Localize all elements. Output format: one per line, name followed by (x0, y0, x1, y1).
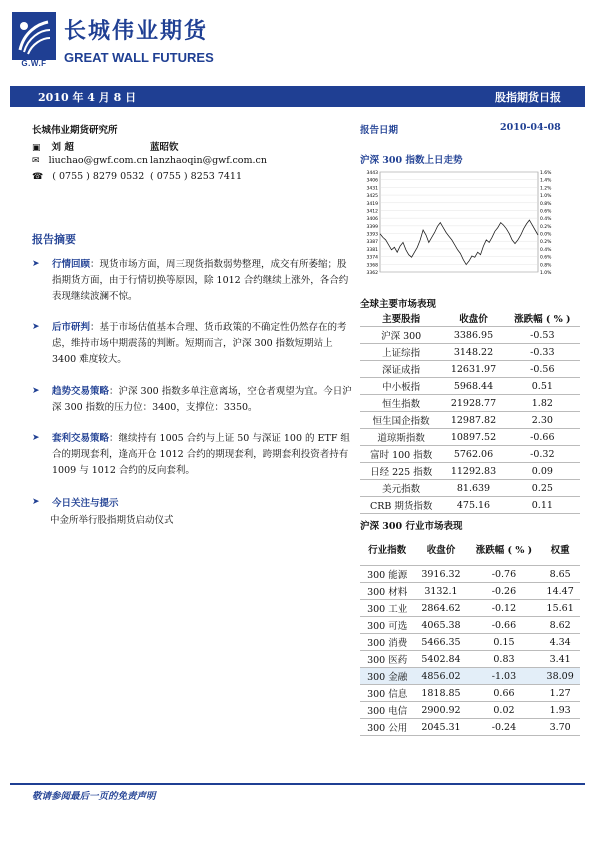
table-cell: CRB 期货指数 (360, 497, 442, 514)
table-cell: -0.24 (468, 719, 541, 736)
chart-y-right-tick-label: 1.6% (540, 171, 552, 176)
table-cell: 深证成指 (360, 361, 442, 378)
item-body: ：现货市场方面，周三现货指数弱势整理，成交有所萎缩；股指期货方面，由于行情切换等原因，除 1012 合约继续上涨外，各合约表现继续波澜不惊。 (52, 259, 349, 302)
table-cell: 38.09 (540, 668, 580, 685)
chart-title: 沪深 300 指数上日走势 (360, 155, 463, 166)
item-head: 趋势交易策略 (52, 386, 110, 397)
table-row (360, 583, 580, 600)
table-cell: 0.09 (505, 463, 580, 480)
chart-y-right-tick-label: 0.8% (540, 201, 552, 207)
table-cell: 3148.22 (442, 344, 504, 361)
table-cell: 300 金融 (360, 668, 414, 685)
item-head: 后市研判 (52, 322, 91, 333)
table-header-row (360, 533, 580, 566)
table-cell: 300 可选 (360, 617, 414, 634)
institute-name: 长城伟业期货研究所 (32, 125, 118, 136)
table-row (360, 651, 580, 668)
chart-y-tick-label: 3425 (366, 194, 378, 200)
table-row (360, 378, 580, 395)
table-cell: -0.66 (468, 617, 541, 634)
table-cell: 2900.92 (414, 702, 467, 719)
table-cell: 1.82 (505, 395, 580, 412)
focus-title: 今日关注与提示 (52, 498, 119, 509)
user-icon: ▣ (32, 143, 41, 153)
table-cell: 300 信息 (360, 685, 414, 702)
table-cell: 8.62 (540, 617, 580, 634)
chart-y-tick-label: 3393 (366, 232, 378, 238)
table-cell: 4856.02 (414, 668, 467, 685)
chart-y-tick-label: 3362 (366, 271, 378, 276)
chart-y-right-tick-label: 0.6% (540, 209, 552, 215)
phone-1: ( 0755 ) 8279 0532 (52, 171, 145, 182)
table-cell: 0.83 (468, 651, 541, 668)
table-row (360, 395, 580, 412)
chart-y-right-tick-label: 1.4% (540, 178, 552, 184)
chart-plot-area (380, 172, 538, 272)
table-cell: 3386.95 (442, 327, 504, 344)
csi300-intraday-chart (360, 168, 560, 280)
table-cell: 恒生指数 (360, 395, 442, 412)
table-row (360, 344, 580, 361)
phone-icon: ☎ (32, 172, 44, 182)
disclaimer-note: 敬请参阅最后一页的免责声明 (32, 791, 156, 802)
chart-y-tick-label: 3406 (366, 217, 378, 223)
table-cell: -0.56 (505, 361, 580, 378)
report-date-heading: 2010 年 4 月 8 日 (38, 91, 137, 104)
table-cell: 4065.38 (414, 617, 467, 634)
table-row (360, 327, 580, 344)
chart-y-right-tick-label: 1.0% (540, 194, 552, 200)
table-cell: -0.66 (505, 429, 580, 446)
industry-table (360, 533, 580, 736)
table-row (360, 497, 580, 514)
table-row (360, 600, 580, 617)
report-date-label: 报告日期 (360, 125, 399, 136)
table-cell: -0.53 (505, 327, 580, 344)
table-cell: 0.11 (505, 497, 580, 514)
table-cell: 1.27 (540, 685, 580, 702)
chart-y-right-tick-label: 0.2% (540, 224, 552, 230)
table-cell: 8.65 (540, 566, 580, 583)
table-cell: 5466.35 (414, 634, 467, 651)
chart-y-tick-label: 3412 (366, 209, 378, 215)
table-header-row (360, 310, 580, 327)
col-header-change: 涨跌幅 ( % ) (505, 310, 580, 327)
focus-text: 中金所举行股指期货启动仪式 (50, 515, 174, 526)
table-cell: 12987.82 (442, 412, 504, 429)
table-cell: -1.03 (468, 668, 541, 685)
company-name-en: GREAT WALL FUTURES (64, 50, 214, 65)
table-row (360, 446, 580, 463)
table-cell: 5762.06 (442, 446, 504, 463)
table-cell: 12631.97 (442, 361, 504, 378)
chart-y-right-axis (540, 170, 552, 276)
company-logo (12, 12, 56, 60)
arrow-bullet-icon: ➤ (32, 322, 40, 332)
table-row (360, 685, 580, 702)
table-cell: 上证综指 (360, 344, 442, 361)
analyst-2: 蓝昭钦 (150, 142, 179, 153)
table-cell: 475.16 (442, 497, 504, 514)
table-cell: 0.51 (505, 378, 580, 395)
email-row (32, 155, 148, 166)
table-cell: 5402.84 (414, 651, 467, 668)
chart-y-right-tick-label: 0.4% (540, 247, 552, 253)
item-body: ：沪深 300 指数多单注意离场，空仓者观望为宜。今日沪深 300 指数的压力位：3400，支撑位：3350。 (52, 386, 352, 413)
col-header-weight: 权重 (540, 533, 580, 566)
table-cell: 300 能源 (360, 566, 414, 583)
table-cell: 10897.52 (442, 429, 504, 446)
chart-y-right-tick-label: 1.2% (540, 186, 552, 192)
table-cell: -0.76 (468, 566, 541, 583)
table-cell: 2864.62 (414, 600, 467, 617)
table-cell: 富时 100 指数 (360, 446, 442, 463)
col-header-change: 涨跌幅 ( % ) (468, 533, 541, 566)
col-header-industry: 行业指数 (360, 533, 414, 566)
table-cell: 0.02 (468, 702, 541, 719)
email-2[interactable]: lanzhaoqin@gwf.com.cn (150, 155, 267, 166)
table-cell: 300 电信 (360, 702, 414, 719)
table-row (360, 668, 580, 685)
arrow-bullet-icon: ➤ (32, 497, 40, 507)
table-cell: 21928.77 (442, 395, 504, 412)
logo-emblem-icon (12, 12, 56, 60)
table-row (360, 634, 580, 651)
logo-abbreviation: G.W.F (21, 59, 47, 68)
table-row (360, 566, 580, 583)
table-row (360, 429, 580, 446)
chart-y-left-axis (367, 170, 379, 276)
chart-y-tick-label: 3387 (366, 240, 378, 246)
chart-y-tick-label: 3368 (366, 263, 378, 269)
report-type: 股指期货日报 (495, 91, 561, 104)
table-row (360, 480, 580, 497)
email-1[interactable]: liuchao@gwf.com.cn (48, 155, 149, 166)
table-cell: 2045.31 (414, 719, 467, 736)
table-cell: 美元指数 (360, 480, 442, 497)
chart-y-tick-label: 3374 (366, 255, 378, 261)
arrow-bullet-icon: ➤ (32, 433, 40, 443)
table-cell: 1818.85 (414, 685, 467, 702)
table-cell: 300 消费 (360, 634, 414, 651)
analyst-row (32, 139, 74, 153)
table-cell: 1.93 (540, 702, 580, 719)
table-cell: -0.26 (468, 583, 541, 600)
table-cell: 15.61 (540, 600, 580, 617)
chart-y-right-tick-label: 0.0% (540, 232, 552, 238)
industry-title: 沪深 300 行业市场表现 (360, 521, 463, 532)
table-cell: 5968.44 (442, 378, 504, 395)
table-cell: 中小板指 (360, 378, 442, 395)
table-cell: 300 工业 (360, 600, 414, 617)
chart-y-right-tick-label: 0.6% (540, 255, 552, 261)
col-header-index: 主要股指 (360, 310, 442, 327)
table-cell: 3.70 (540, 719, 580, 736)
summary-title: 报告摘要 (32, 233, 76, 246)
chart-y-tick-label: 3406 (366, 178, 378, 184)
chart-y-tick-label: 3399 (366, 224, 378, 230)
table-cell: 2.30 (505, 412, 580, 429)
arrow-bullet-icon: ➤ (32, 259, 40, 269)
table-row (360, 702, 580, 719)
table-cell: 11292.83 (442, 463, 504, 480)
table-cell: 14.47 (540, 583, 580, 600)
table-row (360, 412, 580, 429)
arrow-bullet-icon: ➤ (32, 386, 40, 396)
table-cell: 道琼斯指数 (360, 429, 442, 446)
table-cell: -0.32 (505, 446, 580, 463)
table-row (360, 617, 580, 634)
table-cell: 0.25 (505, 480, 580, 497)
table-cell: -0.12 (468, 600, 541, 617)
item-head: 套利交易策略 (52, 433, 110, 444)
chart-y-right-tick-label: 0.2% (540, 240, 552, 246)
table-cell: -0.33 (505, 344, 580, 361)
chart-y-tick-label: 3431 (366, 186, 378, 192)
chart-y-right-tick-label: 1.0% (540, 271, 552, 276)
global-markets-title: 全球主要市场表现 (360, 299, 437, 310)
chart-y-tick-label: 3443 (366, 171, 378, 176)
chart-y-right-tick-label: 0.8% (540, 263, 552, 269)
table-cell: 3132.1 (414, 583, 467, 600)
chart-y-tick-label: 3419 (366, 201, 378, 207)
table-cell: 300 医药 (360, 651, 414, 668)
table-row (360, 463, 580, 480)
col-header-close: 收盘价 (414, 533, 467, 566)
table-row (360, 361, 580, 378)
analyst-1: 刘 超 (51, 142, 74, 153)
item-body: ：基于市场估值基本合理、货币政策的不确定性仍然存在的考虑，维持市场中期震荡的判断。短期而言，沪深 300 指数短期站上 3400 难度较大。 (52, 322, 347, 365)
phone-2: ( 0755 ) 8253 7411 (150, 171, 243, 182)
table-cell: 300 公用 (360, 719, 414, 736)
table-cell: 沪深 300 (360, 327, 442, 344)
table-cell: 3916.32 (414, 566, 467, 583)
item-head: 行情回顾 (52, 259, 91, 270)
report-date-value: 2010-04-08 (500, 122, 561, 133)
title-bar (10, 86, 585, 107)
chart-y-right-tick-label: 0.4% (540, 217, 552, 223)
table-cell: 恒生国企指数 (360, 412, 442, 429)
col-header-close: 收盘价 (442, 310, 504, 327)
table-cell: 81.639 (442, 480, 504, 497)
table-cell: 3.41 (540, 651, 580, 668)
global-markets-table (360, 310, 580, 514)
table-cell: 4.34 (540, 634, 580, 651)
mail-icon: ✉ (32, 156, 40, 166)
chart-y-tick-label: 3381 (366, 247, 378, 253)
table-cell: 0.15 (468, 634, 541, 651)
table-cell: 日经 225 指数 (360, 463, 442, 480)
table-cell: 0.66 (468, 685, 541, 702)
footer-divider (10, 783, 585, 785)
company-name-cn: 长城伟业期货 (64, 19, 209, 44)
table-row (360, 719, 580, 736)
table-cell: 300 材料 (360, 583, 414, 600)
item-body: ：继续持有 1005 合约与上证 50 与深证 100 的 ETF 组合的期现套利，逢高开仓 1012 合约的期现套利，跨期套利投资者持有 1009 与 1012 合约的反向套利。 (52, 433, 350, 476)
phone-row (32, 171, 144, 182)
